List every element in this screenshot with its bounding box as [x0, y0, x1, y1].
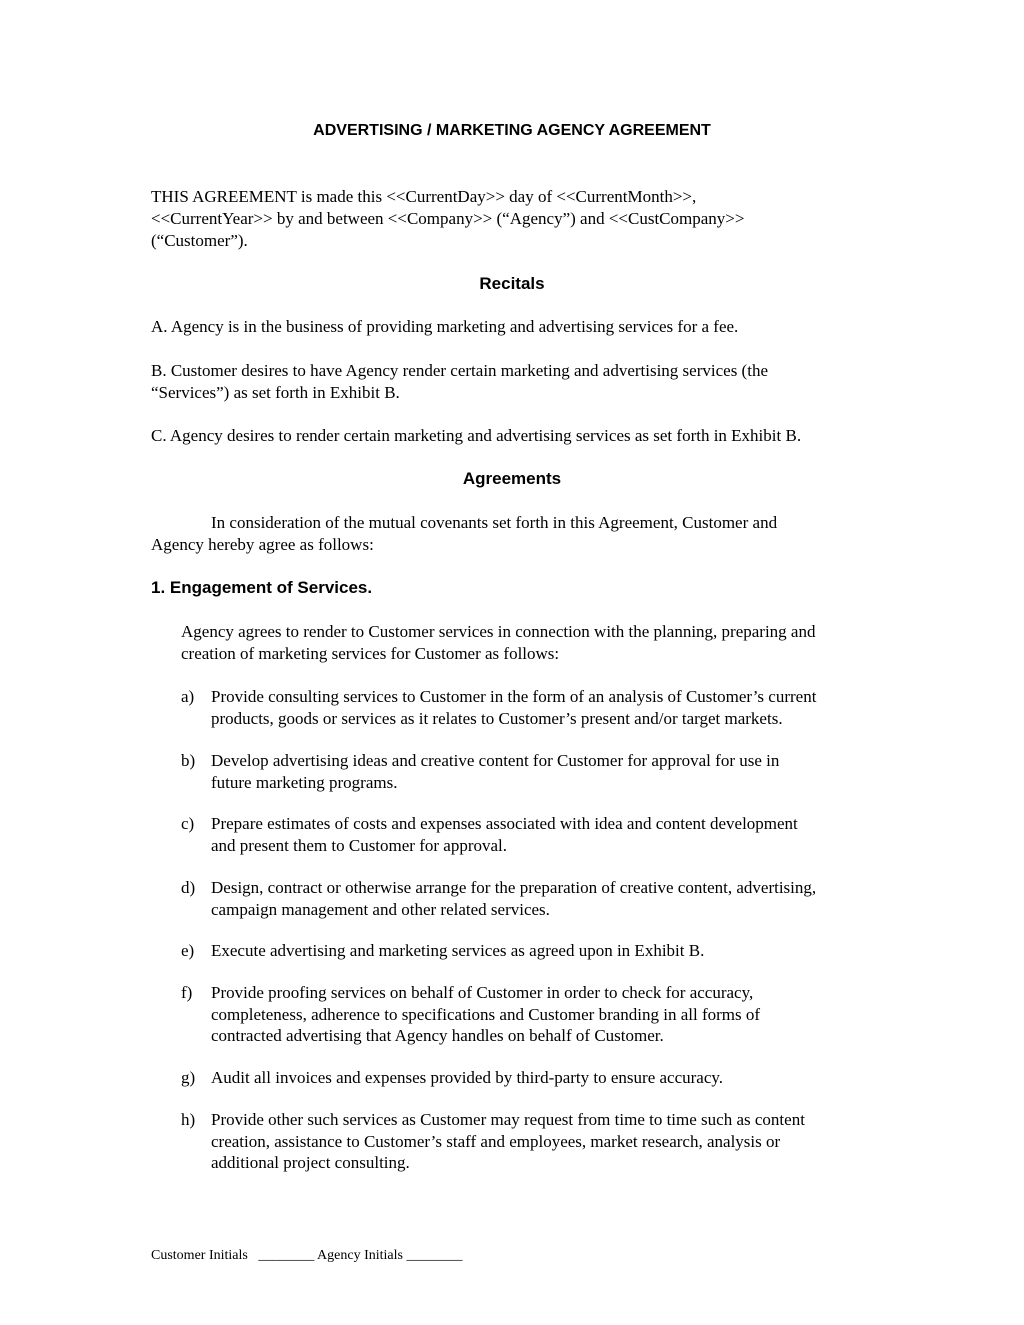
- list-item-letter: d): [181, 878, 196, 897]
- recital-b-line-2: “Services”) as set forth in Exhibit B.: [151, 383, 400, 402]
- list-item-line: future marketing programs.: [211, 773, 398, 792]
- section-1-lead-line-1: Agency agrees to render to Customer services in connection with the planning, preparing and: [181, 622, 816, 641]
- list-item-line: products, goods or services as it relates to Customer’s present and/or target markets.: [211, 709, 783, 728]
- section-1-heading: 1. Engagement of Services.: [151, 578, 373, 597]
- list-item-letter: h): [181, 1110, 196, 1129]
- intro-line-3: (“Customer”).: [151, 231, 248, 250]
- recital-a: A. Agency is in the business of providing marketing and advertising services for a fee.: [151, 317, 739, 336]
- list-item-line: Provide consulting services to Customer in the form of an analysis of Customer’s current: [211, 687, 817, 706]
- list-item-line: Provide other such services as Customer may request from time to time such as content: [211, 1110, 805, 1129]
- list-item-letter: g): [181, 1068, 196, 1087]
- recitals-heading: Recitals: [479, 274, 545, 293]
- section-1-lead-line-2: creation of marketing services for Customer as follows:: [181, 644, 560, 663]
- intro-line-2: <<CurrentYear>> by and between <<Company>> (“Agency”) and <<CustCompany>>: [151, 209, 745, 228]
- list-item-line: completeness, adherence to specifications and Customer branding in all forms of: [211, 1005, 761, 1024]
- agreements-line-1: In consideration of the mutual covenants set forth in this Agreement, Customer and: [211, 513, 778, 532]
- list-item-letter: c): [181, 814, 195, 833]
- list-item-line: Execute advertising and marketing services as agreed upon in Exhibit B.: [211, 941, 705, 960]
- document-title: ADVERTISING / MARKETING AGENCY AGREEMENT: [313, 122, 711, 139]
- list-item-line: creation, assistance to Customer’s staff and employees, market research, analysis or: [211, 1132, 781, 1151]
- recital-c: C. Agency desires to render certain marketing and advertising services as set forth in Exhibit B.: [151, 426, 802, 445]
- agreements-heading: Agreements: [462, 469, 562, 488]
- agreements-line-2: Agency hereby agree as follows:: [151, 535, 374, 554]
- list-item-line: campaign management and other related services.: [211, 900, 550, 919]
- list-item-letter: f): [181, 983, 193, 1002]
- initials-footer: Customer Initials ________ Agency Initials ________: [151, 1248, 463, 1263]
- list-item-line: Provide proofing services on behalf of Customer in order to check for accuracy,: [211, 983, 754, 1002]
- list-item-letter: a): [181, 687, 195, 706]
- list-item-line: and present them to Customer for approval.: [211, 836, 508, 855]
- list-item-line: contracted advertising that Agency handles on behalf of Customer.: [211, 1026, 664, 1045]
- intro-line-1: THIS AGREEMENT is made this <<CurrentDay>> day of <<CurrentMonth>>,: [151, 187, 697, 206]
- list-item-letter: e): [181, 941, 195, 960]
- recital-b-line-1: B. Customer desires to have Agency render certain marketing and advertising services (the: [151, 361, 768, 380]
- list-item-line: Audit all invoices and expenses provided by third-party to ensure accuracy.: [211, 1068, 724, 1087]
- list-item-line: Develop advertising ideas and creative content for Customer for approval for use in: [211, 751, 780, 770]
- list-item-line: additional project consulting.: [211, 1153, 410, 1172]
- list-item-letter: b): [181, 751, 196, 770]
- list-item-line: Prepare estimates of costs and expenses associated with idea and content development: [211, 814, 798, 833]
- list-item-line: Design, contract or otherwise arrange for the preparation of creative content, advertising,: [211, 878, 817, 897]
